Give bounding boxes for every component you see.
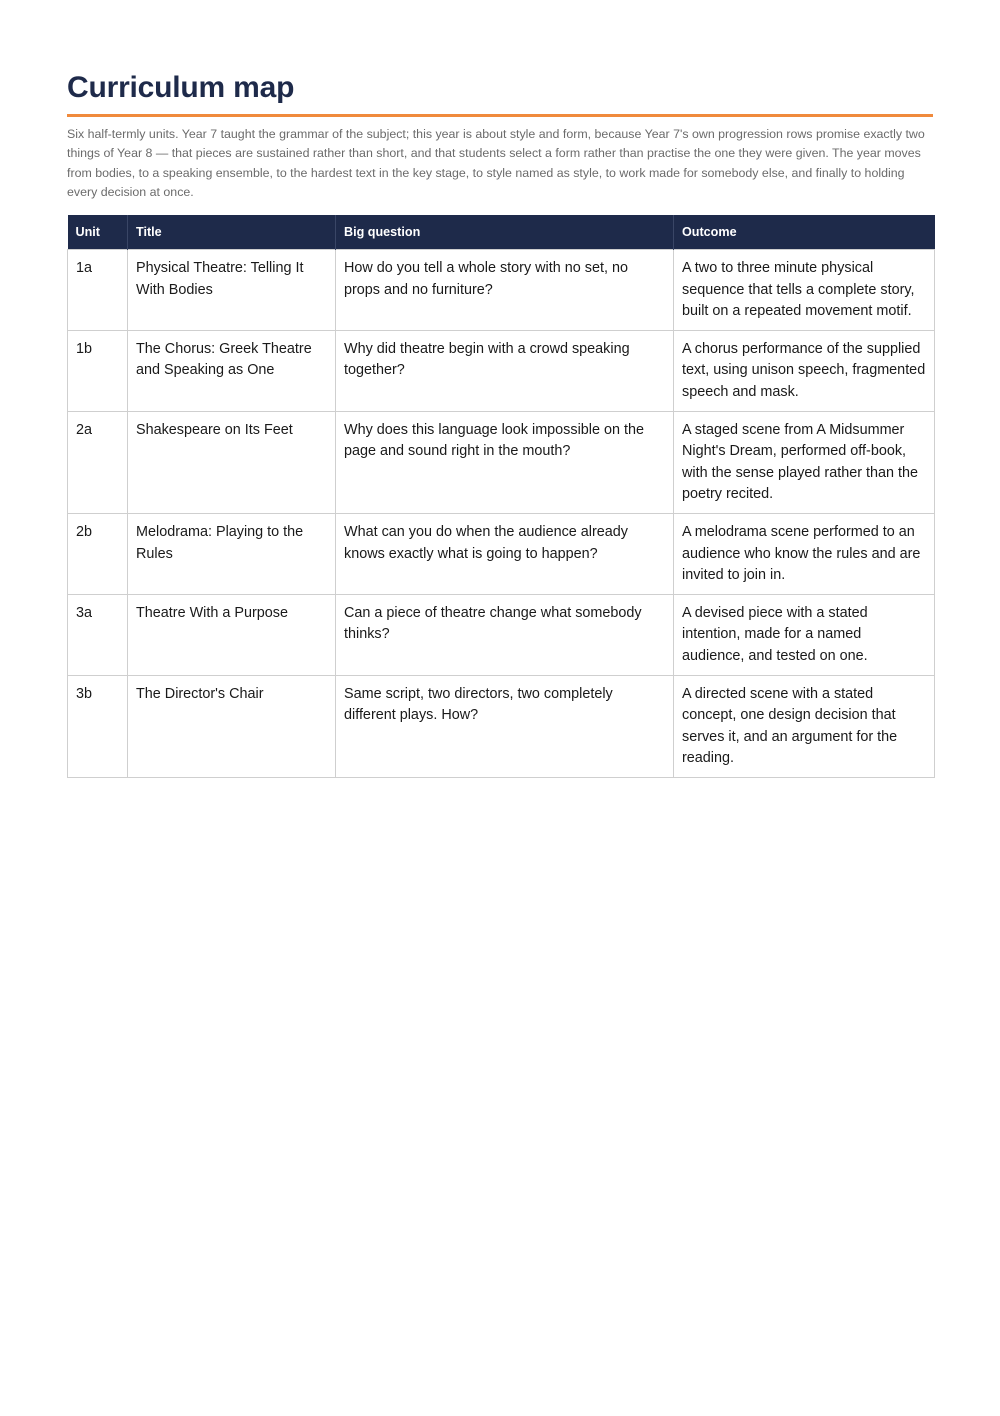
outcome-cell: A two to three minute physical sequence that tells a complete story, built on a repeated movement motif. [674,250,935,331]
title-cell: The Director's Chair [128,675,336,777]
table-row [68,513,935,594]
unit-cell: 1b [68,330,128,411]
table-header [68,215,935,250]
header-outcome: Outcome [674,215,935,250]
unit-cell: 2a [68,411,128,513]
question-cell: Why did theatre begin with a crowd speaking together? [336,330,674,411]
question-cell: What can you do when the audience already knows exactly what is going to happen? [336,513,674,594]
table-row [68,330,935,411]
header-unit: Unit [68,215,128,250]
question-cell: Same script, two directors, two completely different plays. How? [336,675,674,777]
table-row [68,250,935,331]
header-row [68,215,935,250]
table-row [68,411,935,513]
title-cell: The Chorus: Greek Theatre and Speaking as One [128,330,336,411]
title-cell: Physical Theatre: Telling It With Bodies [128,250,336,331]
curriculum-table [67,215,935,778]
table-row [68,675,935,777]
outcome-cell: A staged scene from A Midsummer Night's Dream, performed off-book, with the sense played rather than the poetry recited. [674,411,935,513]
outcome-cell: A devised piece with a stated intention, made for a named audience, and tested on one. [674,594,935,675]
title-cell: Theatre With a Purpose [128,594,336,675]
page-title: Curriculum map [67,71,295,104]
title-divider [67,114,933,117]
title-cell: Melodrama: Playing to the Rules [128,513,336,594]
unit-cell: 3a [68,594,128,675]
title-cell: Shakespeare on Its Feet [128,411,336,513]
question-cell: Why does this language look impossible on the page and sound right in the mouth? [336,411,674,513]
outcome-cell: A melodrama scene performed to an audience who know the rules and are invited to join in. [674,513,935,594]
intro-paragraph: Six half-termly units. Year 7 taught the grammar of the subject; this year is about style and form, because Year 7's own progression rows promise exactly two things of Year 8 — that pieces are sustained rather than short, and that students select a form rather than practise the one they were given. The year moves from bodies, to a speaking ensemble, to the hardest text in the key stage, to style named as style, to work made for somebody else, and finally to holding every decision at once. [67,127,925,200]
outcome-cell: A chorus performance of the supplied text, using unison speech, fragmented speech and mask. [674,330,935,411]
table-body [68,250,935,778]
table-row [68,594,935,675]
header-title: Title [128,215,336,250]
unit-cell: 3b [68,675,128,777]
header-big-question: Big question [336,215,674,250]
question-cell: How do you tell a whole story with no set, no props and no furniture? [336,250,674,331]
question-cell: Can a piece of theatre change what somebody thinks? [336,594,674,675]
unit-cell: 1a [68,250,128,331]
unit-cell: 2b [68,513,128,594]
outcome-cell: A directed scene with a stated concept, one design decision that serves it, and an argument for the reading. [674,675,935,777]
